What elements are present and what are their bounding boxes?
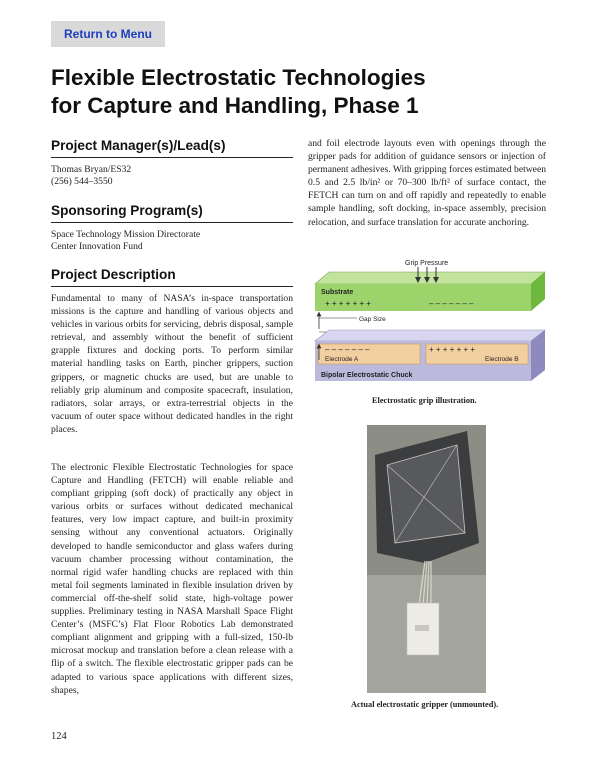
sponsor-divider [51, 222, 293, 223]
manager-info [51, 164, 131, 188]
description-heading: Project Description [51, 267, 176, 282]
manager-name: Thomas Bryan/ES32 [51, 164, 132, 175]
gap-size-label: Gap Size [359, 316, 386, 323]
electrode-b-charges: + + + + + + + [429, 345, 476, 354]
substrate-minus-charges: – – – – – – – [429, 299, 474, 308]
manager-heading: Project Manager(s)/Lead(s) [51, 138, 226, 153]
title-line-1: Flexible Electrostatic Technologies [51, 65, 426, 90]
title-line-2: for Capture and Handling, Phase 1 [51, 93, 419, 118]
return-to-menu-button[interactable]: Return to Menu [51, 21, 165, 47]
electrostatic-grip-illustration [305, 256, 555, 386]
substrate-plus-charges: + + + + + + + [325, 299, 372, 308]
electrode-b-label: Electrode B [485, 356, 519, 363]
description-paragraph-3: and foil electrode layouts even with openings through the gripper pads for addition of guidance sensors or injection of permanent adhesives. With gripping forces estimated between 0.5 and 2.5 lb/in² or 70–300 lb/ft² of surface contact, the FETCH can turn on and off rapidly and repeatedly to enable sample handling, soft docking, in-space assembly, precision relocation, and surface translation for accurate anchoring. [308, 138, 546, 228]
electrode-a-charges: – – – – – – – [325, 345, 370, 354]
power-supply-label [415, 625, 429, 631]
chuck-block-top [315, 330, 545, 341]
description-paragraph-1: Fundamental to many of NASA’s in-space transportation missions is the capture and handling of various objects and vehicles in various orbits for servicing, debris disposal, sample retrieval, and assembly without the benefit of sufficient grapple fixtures and docking ports. To perform similar material handling tasks on Earth, pincher grippers, suction grippers, or magnetic chucks are used, but are unable to reliably grip aluminum and composite spacecraft, insulation, radiators, solar arrays, or extra-terrestrial objects in the vacuum of outer space without dedicated handles in the right places. [51, 293, 293, 435]
sponsor-line-1: Space Technology Mission Directorate [51, 229, 201, 240]
page-number: 124 [51, 731, 67, 742]
manager-divider [51, 157, 293, 158]
sponsor-info [51, 229, 200, 253]
chuck-label: Bipolar Electrostatic Chuck [321, 372, 413, 379]
electrode-a-label: Electrode A [325, 356, 359, 363]
figure-2-caption: Actual electrostatic gripper (unmounted). [351, 700, 499, 709]
description-divider [51, 286, 293, 287]
sponsor-heading: Sponsoring Program(s) [51, 203, 203, 218]
grip-pressure-label: Grip Pressure [405, 260, 449, 267]
electrostatic-gripper-photo [367, 425, 486, 693]
figure-1-caption: Electrostatic grip illustration. [372, 396, 477, 405]
sponsor-line-2: Center Innovation Fund [51, 241, 143, 252]
substrate-block-top [315, 272, 545, 284]
description-paragraph-2: The electronic Flexible Electrostatic Technologies for space Capture and Handling (FETCH) will enable reliable and compliant gripping (soft dock) of practically any object in various orbits or surfaces without dedicated mechanical features, very low impact capture, and built-in proximity sensing without any conventional actuators. Originally developed to handle semiconductor and glass wafers during vacuum chamber processing without contamination, the normal rigid wafer handling chucks are replaced with thin metal foil segments laminated in flexible insulation driven by commercial off-the-shelf solid state, high-voltage power supplies. Preliminary testing in NASA Marshall Space Flight Center’s (MSFC’s) Flat Floor Robotics Lab demonstrated compliant alignment and gripping with a full-sized, 150-lb microsat mockup and translation before a clean release with a flip of a switch. The flexible electrostatic gripper pads can be adapted to various space applications with different sizes, shapes, [51, 462, 293, 696]
substrate-label: Substrate [321, 289, 354, 296]
page-title [51, 64, 426, 120]
manager-phone: (256) 544–3550 [51, 176, 113, 187]
